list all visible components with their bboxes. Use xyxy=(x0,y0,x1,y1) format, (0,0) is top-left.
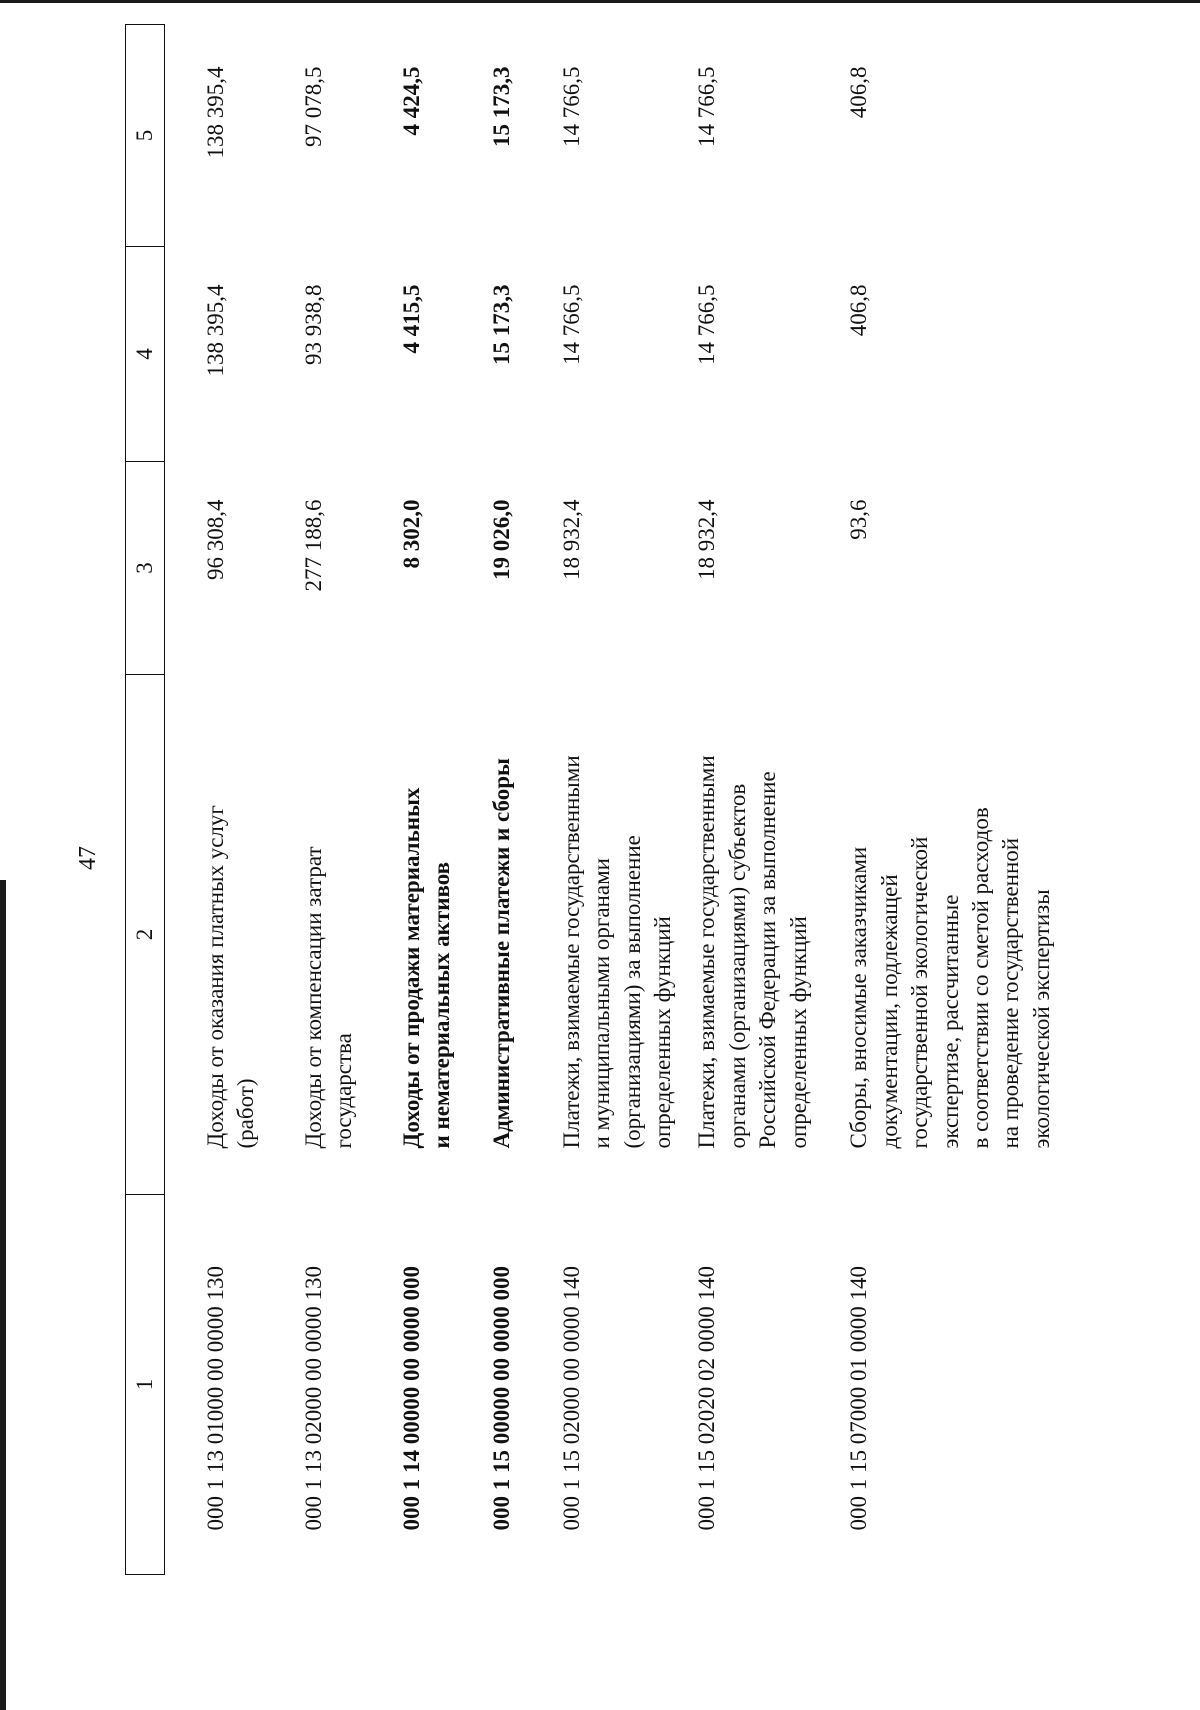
column-header-1: 1 xyxy=(126,1195,165,1575)
item-name-line: государства xyxy=(331,1033,357,1149)
item-name xyxy=(373,675,465,1195)
value-col5: 138 395,4 xyxy=(203,66,228,159)
value-col4: 14 766,5 xyxy=(559,284,584,365)
table-row xyxy=(267,25,373,1575)
table-row xyxy=(830,25,1064,1575)
value-col4: 14 766,5 xyxy=(694,284,720,365)
value-col3: 8 302,0 xyxy=(399,499,424,569)
item-name-line: Доходы от продажи материальных xyxy=(399,787,424,1149)
item-name xyxy=(165,675,268,1195)
value-col5: 14 766,5 xyxy=(694,66,720,147)
table-header-row xyxy=(126,25,165,1575)
value-col3: 18 932,4 xyxy=(694,499,720,580)
value-col3: 96 308,4 xyxy=(203,499,228,580)
value-col5: 14 766,5 xyxy=(559,66,584,147)
item-name xyxy=(678,675,830,1195)
item-name-line: Российской Федерации за выполнение xyxy=(755,771,781,1149)
revenue-table xyxy=(125,24,1064,1575)
table-row xyxy=(678,25,830,1575)
item-name-line: (работ) xyxy=(233,1078,259,1149)
value-col3: 277 188,6 xyxy=(301,499,326,592)
table-row xyxy=(535,25,678,1575)
item-name-line: органами (организациями) субъектов xyxy=(724,783,750,1149)
page-number: 47 xyxy=(75,846,101,870)
column-header-2: 2 xyxy=(126,675,165,1195)
value-col4: 138 395,4 xyxy=(203,284,228,377)
value-col5: 97 078,5 xyxy=(301,66,326,147)
item-name-line: Платежи, взимаемые государственными xyxy=(559,755,584,1149)
item-name-line: и нематериальных активов xyxy=(429,861,455,1149)
budget-code: 000 1 15 02020 02 0000 140 xyxy=(694,1266,720,1531)
value-col3: 19 026,0 xyxy=(489,499,514,580)
item-name-line: и муниципальными органами xyxy=(589,858,615,1149)
value-col4: 15 173,3 xyxy=(489,284,514,365)
budget-code: 000 1 13 01000 00 0000 130 xyxy=(203,1266,228,1531)
value-col4: 4 415,5 xyxy=(399,284,424,354)
budget-code: 000 1 15 02000 00 0000 140 xyxy=(559,1266,584,1531)
item-name-line: Доходы от оказания платных услуг xyxy=(203,805,228,1149)
table-row xyxy=(373,25,465,1575)
item-name-line: экспертизе, рассчитанные xyxy=(937,894,963,1149)
item-name-line: определенных функций xyxy=(785,916,811,1149)
item-name xyxy=(465,675,535,1195)
value-col4: 406,8 xyxy=(846,284,872,337)
value-col3: 93,6 xyxy=(846,499,872,540)
budget-code: 000 1 15 07000 01 0000 140 xyxy=(846,1266,872,1531)
budget-code: 000 1 14 00000 00 0000 000 xyxy=(399,1266,424,1531)
item-name-line: экологической экспертизы xyxy=(1028,889,1054,1149)
item-name-line: государственной экологической xyxy=(907,836,933,1149)
item-name xyxy=(830,675,1064,1195)
item-name-line: (организациями) за выполнение xyxy=(619,835,645,1149)
item-name-line: Сборы, вносимые заказчиками xyxy=(846,846,872,1149)
item-name-line: определенных функций xyxy=(650,916,676,1149)
column-header-5: 5 xyxy=(126,25,165,247)
column-header-3: 3 xyxy=(126,462,165,675)
column-header-4: 4 xyxy=(126,247,165,462)
item-name-line: в соответствии со сметой расходов xyxy=(967,807,993,1149)
value-col4: 93 938,8 xyxy=(301,284,326,365)
item-name xyxy=(267,675,373,1195)
table-row xyxy=(465,25,535,1575)
item-name xyxy=(535,675,678,1195)
item-name-line: Административные платежи и сборы xyxy=(489,758,514,1149)
value-col5: 406,8 xyxy=(846,66,872,119)
item-name-line: на проведение государственной xyxy=(998,837,1024,1149)
value-col3: 18 932,4 xyxy=(559,499,584,580)
budget-code: 000 1 13 02000 00 0000 130 xyxy=(301,1266,326,1531)
value-col5: 4 424,5 xyxy=(399,66,424,136)
budget-code: 000 1 15 00000 00 0000 000 xyxy=(489,1266,514,1531)
table-row xyxy=(165,25,268,1575)
item-name-line: Платежи, взимаемые государственными xyxy=(694,755,720,1149)
item-name-line: документации, подлежащей xyxy=(876,874,902,1149)
value-col5: 15 173,3 xyxy=(489,66,514,147)
item-name-line: Доходы от компенсации затрат xyxy=(301,846,326,1149)
